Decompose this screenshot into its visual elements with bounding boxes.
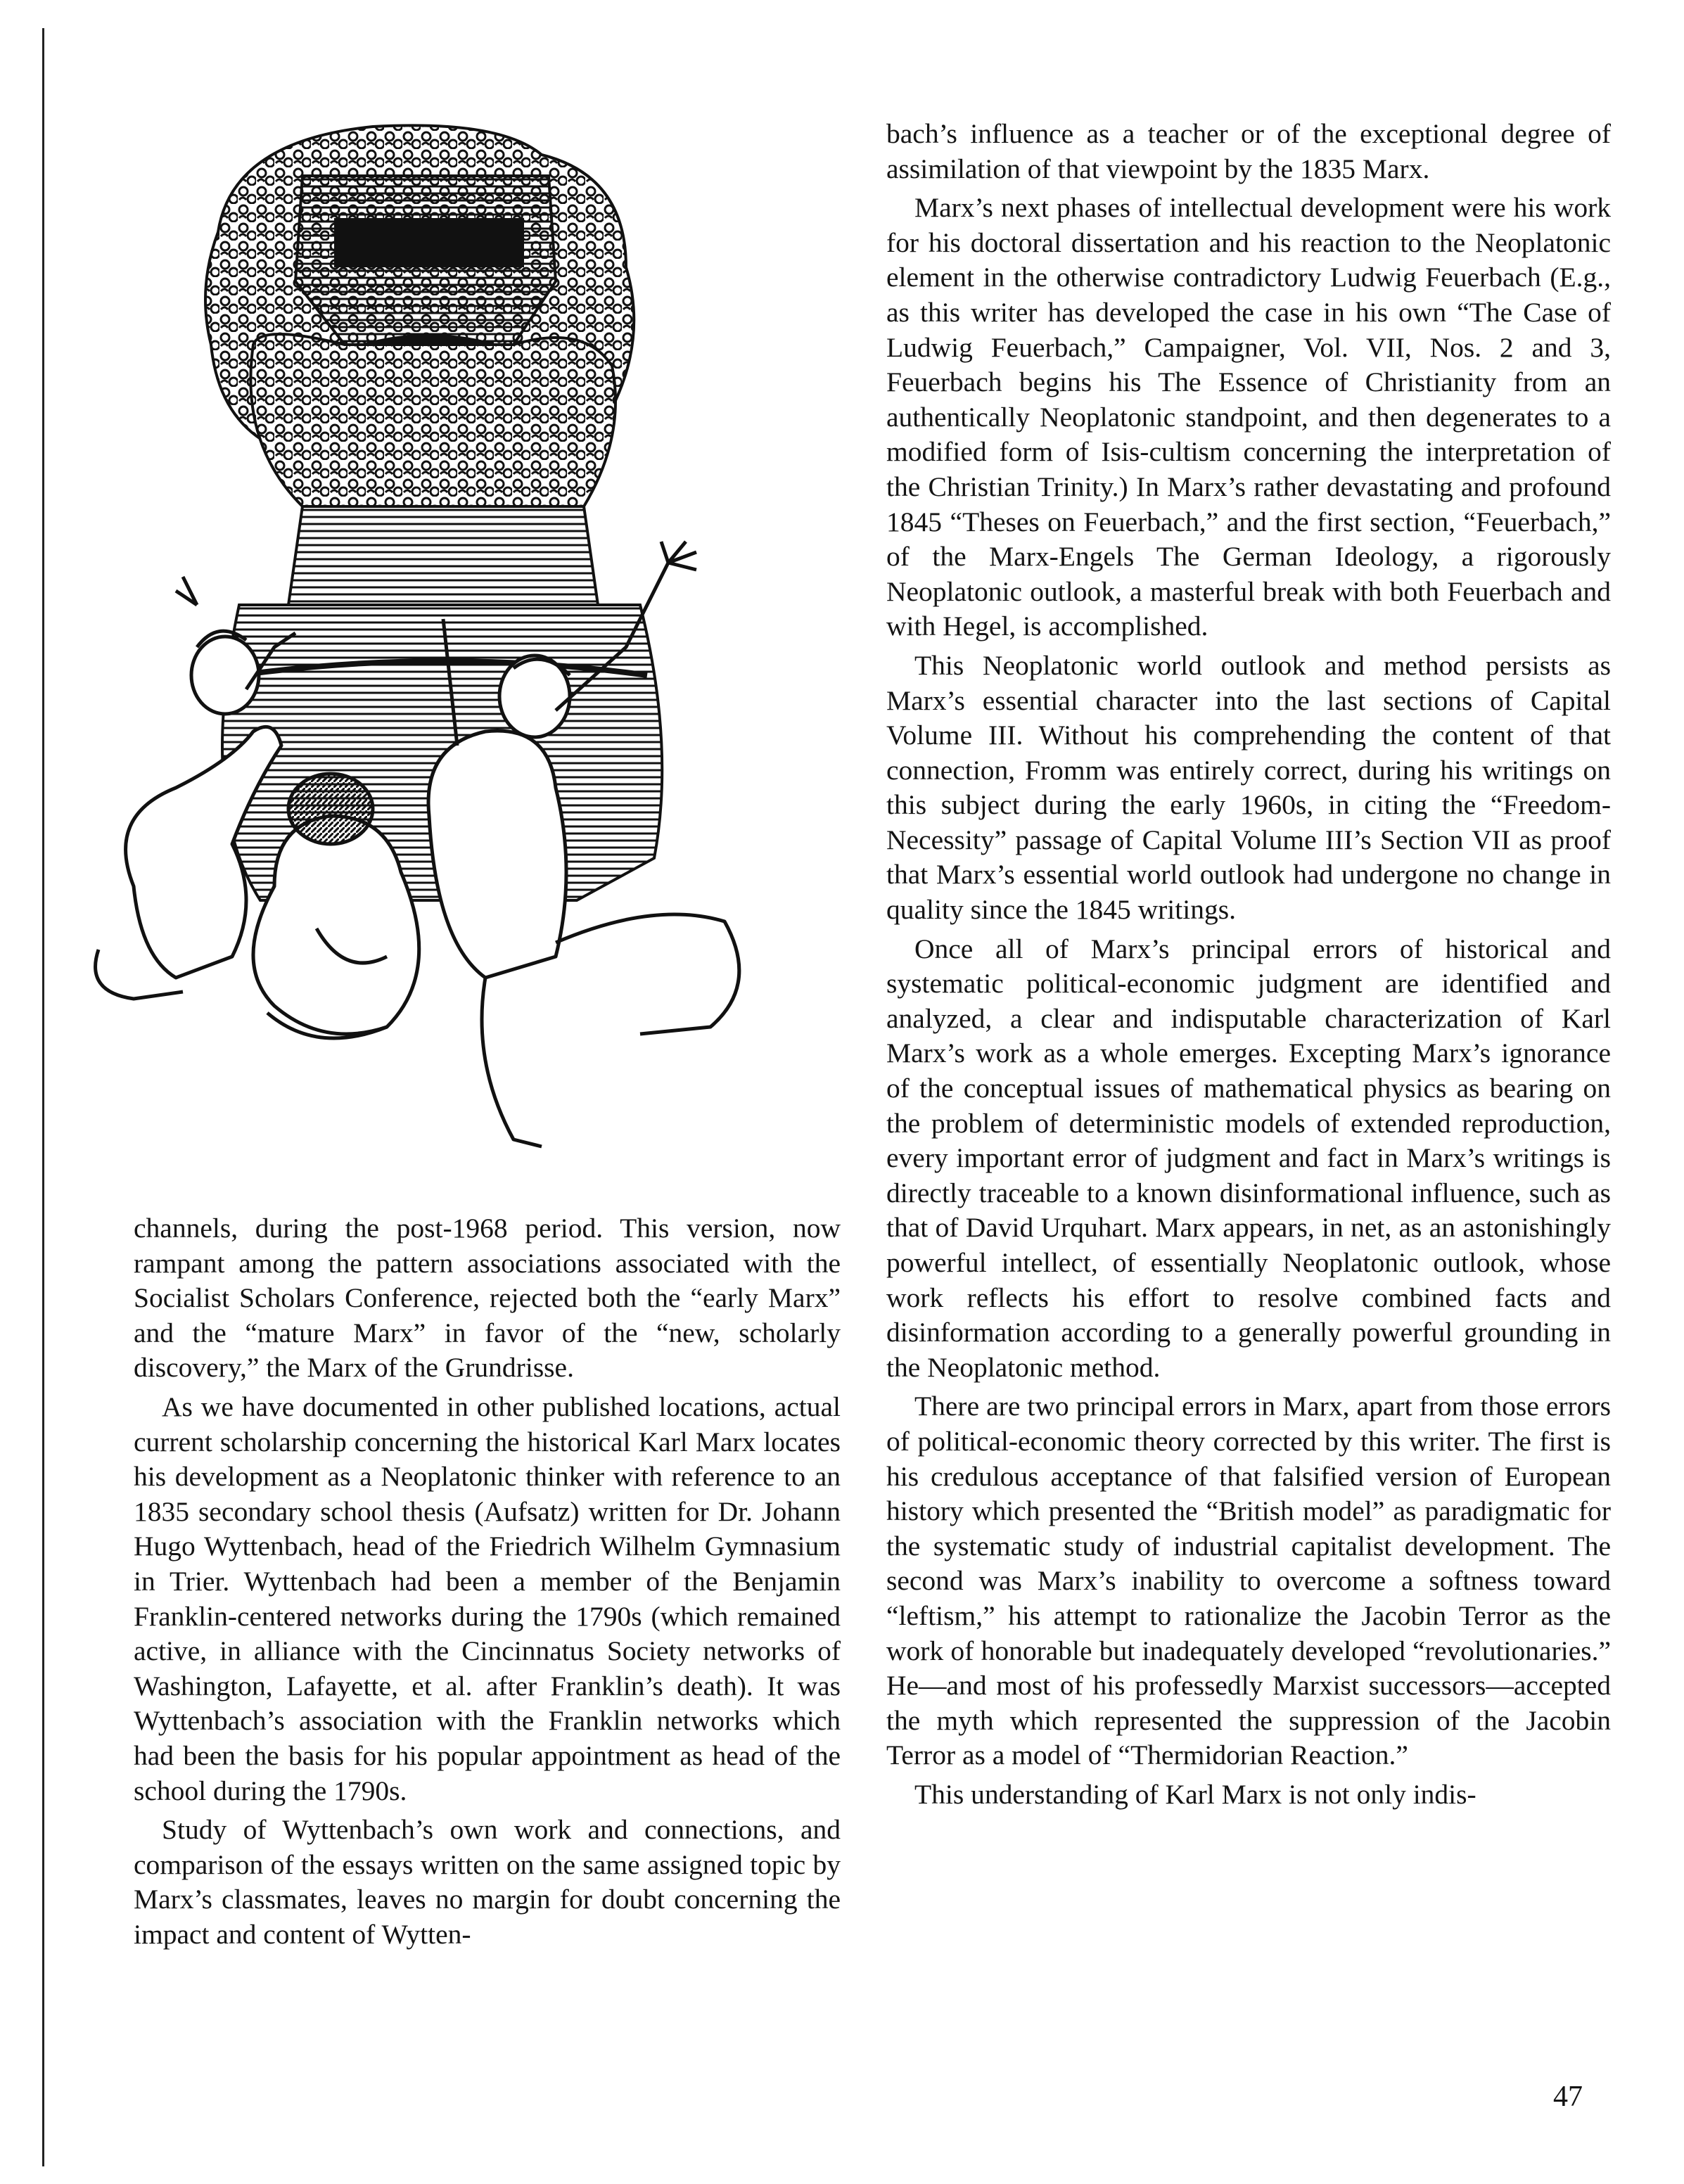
left-paragraph-1: channels, during the post-1968 period. This version, now rampant among the pattern associations associated with the Socialist Scholars Conference, rejected both the “early Marx” and the “mature Marx” in favor of the “new, scholarly discovery,” the Marx of the Grundrisse. (134, 1213, 841, 1384)
marx-monolith-illustration (91, 113, 858, 1182)
right-paragraph-1: bach’s influence as a teacher or of the exceptional degree of assimilation of that viewpoint by the 1835 Marx. (886, 118, 1611, 184)
page-number: 47 (1553, 2081, 1583, 2113)
left-paragraph-3: Study of Wyttenbach’s own work and connections, and comparison of the essays written on the same assigned topic by Marx’s classmates, leaves no margin for doubt concerning the impact and content of Wytten- (134, 1814, 841, 1950)
left-paragraph-2: As we have documented in other published locations, actual current scholarship concerning the historical Karl Marx locates his development as a Neoplatonic thinker with reference to an 1835 secondary school thesis (Aufsatz) written for Dr. Johann Hugo Wyttenbach, head of the Friedrich Wilhelm Gymnasium in Trier. Wyttenbach had been a member of the Benjamin Franklin-centered networks during the 1790s (which remained active, in alliance with the Cincinnatus Society networks of Washington, Lafayette, et al. after Franklin’s death). It was Wyttenbach’s association with the Franklin networks which had been the basis for his popular appointment as head of the school during the 1790s. (134, 1391, 841, 1806)
statue-neck (288, 506, 598, 605)
right-paragraph-2: Marx’s next phases of intellectual development were his work for his doctoral dissertation and his reaction to the Neoplatonic element in the otherwise contradictory Ludwig Feuerbach (E.g., as this writer has developed the case in his own “The Case of Ludwig Feuerbach,” Campaigner, Vol. VII, Nos. 2 and 3, Feuerbach begins his The Essence of Christianity from an authentically Neoplatonic standpoint, and then degenerates to a modified form of Isis-cultism concerning the interpretation of the Christian Trinity.) In Marx’s rather devastating and profound 1845 “Theses on Feuerbach,” and the first section, “Feuerbach,” of the Marx-Engels The German Ideology, a rigorously Neoplatonic outlook, a masterful break with both Feuerbach and with Hegel, is accomplished. (886, 192, 1611, 642)
statue-beard (250, 334, 615, 506)
right-text-column (886, 117, 1611, 1817)
right-paragraph-3: This Neoplatonic world outlook and method persists as Marx’s essential character into the last sections of Capital Volume III. Without his comprehending the content of that connection, Fromm was entirely correct, during his writings on this subject during the early 1960s, in citing the “Freedom-Necessity” passage of Capital Volume III’s Section VII as proof that Marx’s essential world outlook had undergone no change in quality since the 1845 writings. (886, 649, 1611, 926)
left-text-column (134, 1211, 841, 1956)
right-paragraph-5: There are two principal errors in Marx, apart from those errors of political-economic theory corrected by this writer. The first is his credulous acceptance of that falsified version of European history which presented the “British model” as paradigmatic for the systematic study of industrial capitalist development. The second was Marx’s inability to overcome a softness toward “leftism,” his attempt to rationalize the Jacobin Terror as the work of honorable but inadequately developed “revolutionaries.” He—and most of his professedly Marxist successors—accepted the myth which represented the suppression of the Jacobin Terror as a model of “Thermidorian Reaction.” (886, 1391, 1611, 1771)
page-edge-line (42, 28, 44, 2166)
right-paragraph-4: Once all of Marx’s principal errors of historical and systematic political-economic judgment are identified and analyzed, a clear and indisputable characterization of Karl Marx’s work as a whole emerges. Excepting Marx’s ignorance of the conceptual issues of mathematical physics as bearing on the problem of deterministic models of extended reproduction, every important error of judgment and fact in Marx’s writings is directly traceable to a known disinformational influence, such as that of David Urquhart. Marx appears, in net, as an astonishingly powerful intellect, of essentially Neoplatonic outlook, whose work reflects his effort to resolve combined facts and disinformation according to a generally powerful grounding in the Neoplatonic method. (886, 933, 1611, 1383)
right-paragraph-6: This understanding of Karl Marx is not only indis- (914, 1778, 1476, 1810)
